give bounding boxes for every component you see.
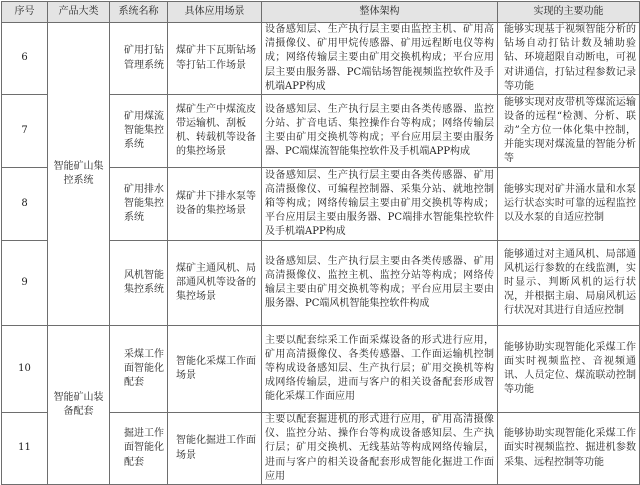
application-scenarios-table [1,1,640,485]
system-name-cell: 采煤工作面智能化配套 [110,326,168,413]
header-application-scene: 具体应用场景 [168,2,262,23]
architecture-cell: 主要以配套综采工作面采煤设备的形式进行应用，矿用高清摄像仪、各类传感器、工作面运输机控制等构成设备感知层、生产执行层；矿用交换机等构成网络传输层，进而与客户的相关设备配套形成智能化采煤工作面应用 [262,326,498,413]
serial-cell: 8 [2,168,48,241]
architecture-cell: 设备感知层、生产执行层主要由各类传感器、矿用高清摄像仪、监控主机、监控分站等构成；网络传输层主要由矿用交换机等构成；平台应用层主要由服务器、PC端风机智能集控软件构成 [262,241,498,326]
serial-cell: 6 [2,23,48,95]
architecture-cell: 主要以配套掘进机的形式进行应用，矿用高清摄像仪、监控分站、操作台等构成设备感知层、生产执行层；矿用交换机、无线基站等构成网络传输层，进而与客户的相关设备配套形成智能化掘进工作面应用 [262,413,498,485]
category-cell-mining-control: 智能矿山集控系统 [48,23,110,326]
architecture-cell: 设备感知层、生产执行层主要由各类传感器、监控分站、扩音电话、集控操作台等构成；网络传输层主要由矿用交换机等构成；平台应用层主要由服务器、PC端煤流智能集控软件及手机端APP构成 [262,95,498,168]
function-cell: 能够协助实现智能化采煤工作面实时视频监控、音视频通讯、人员定位、煤流联动控制等功能 [498,326,640,413]
header-system-name: 系统名称 [110,2,168,23]
system-name-cell: 风机智能集控系统 [110,241,168,326]
architecture-cell: 设备感知层、生产执行层主要由监控主机、矿用高清摄像仪、矿用甲烷传感器、矿用远程断电仪等构成；网络传输层主要由矿用交换机构成；平台应用层主要由服务器、PC端钻场智能视频监控软件及手机端APP构成 [262,23,498,95]
function-cell: 能够实现对皮带机等煤流运输设备的远程“检测、分析、联动”全方位一体化集中控制，并能实现对煤流量的智能分析等 [498,95,640,168]
scene-cell: 煤矿主通风机、局部通风机等设备的集控场景 [168,241,262,326]
system-name-cell: 掘进工作面智能化配套 [110,413,168,485]
serial-cell: 7 [2,95,48,168]
function-cell: 能够实现基于视频智能分析的钻场自动打钻计数及辅助验钻、环境超限自动断电，可视对讲通信，打钻过程参数记录等功能 [498,23,640,95]
function-cell: 能够协助实现智能化采煤工作面实时视频监控、掘进机参数采集、远程控制等功能 [498,413,640,485]
scene-cell: 煤矿生产中煤流皮带运输机、刮板机、转载机等设备的集控场景 [168,95,262,168]
table-header-row [2,2,640,23]
header-main-functions: 实现的主要功能 [498,2,640,23]
system-name-cell: 矿用排水智能集控系统 [110,168,168,241]
architecture-cell: 设备感知层、生产执行层主要由各类传感器、矿用高清摄像仪、可编程控制器、采集分站、就地控制箱等构成；网络传输层主要由矿用交换机等构成；平台应用层主要由服务器、PC端排水智能集控软件及手机端APP构成 [262,168,498,241]
header-serial: 序号 [2,2,48,23]
scene-cell: 煤矿井下排水泵等设备的集控场景 [168,168,262,241]
function-cell: 能够通过对主通风机、局部通风机运行参数的在线监测，实时显示、判断风机的运行状况，并根据主扇、局扇风机运行状况对其进行自适应控制 [498,241,640,326]
function-cell: 能够实现对矿井涌水量和水泵运行状态实时可靠的远程监控以及水泵的自适应控制 [498,168,640,241]
table-row [2,326,640,413]
system-name-cell: 矿用煤流智能集控系统 [110,95,168,168]
header-product-category: 产品大类 [48,2,110,23]
scene-cell: 智能化采煤工作面场景 [168,326,262,413]
scene-cell: 煤矿井下瓦斯钻场等打钻工作场景 [168,23,262,95]
category-cell-mining-equipment: 智能矿山装备配套 [48,326,110,485]
scene-cell: 智能化掘进工作面场景 [168,413,262,485]
system-name-cell: 矿用打钻管理系统 [110,23,168,95]
table-row [2,23,640,95]
serial-cell: 10 [2,326,48,413]
serial-cell: 9 [2,241,48,326]
serial-cell: 11 [2,413,48,485]
header-architecture: 整体架构 [262,2,498,23]
